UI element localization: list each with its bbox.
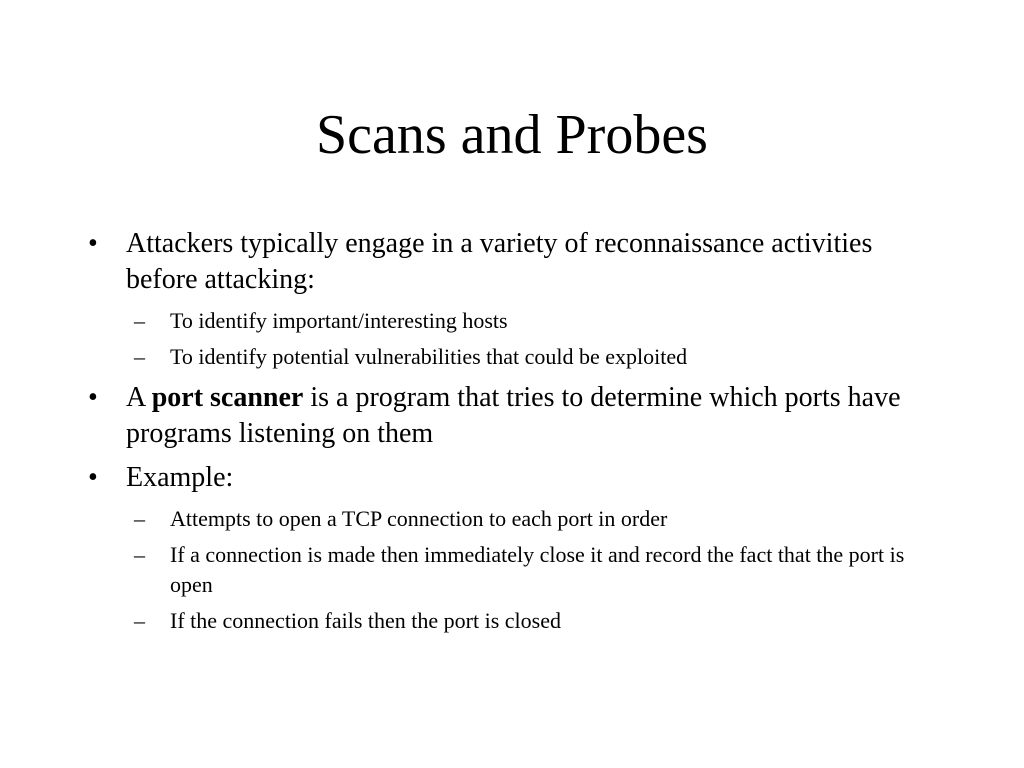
sub-bullet-marker: – bbox=[134, 608, 145, 633]
sub-bullet-list bbox=[88, 306, 948, 372]
bullet-item bbox=[88, 226, 948, 298]
bullet-item bbox=[88, 460, 948, 496]
sub-bullet-text: To identify potential vulnerabilities that could be exploited bbox=[170, 344, 688, 369]
sub-bullet-marker: – bbox=[134, 308, 145, 333]
bullet-text-prefix: A bbox=[126, 382, 152, 413]
sub-bullet-marker: – bbox=[134, 506, 145, 531]
sub-bullet-item bbox=[134, 342, 948, 372]
sub-bullet-text: If a connection is made then immediately close it and record the fact that the port is open bbox=[170, 542, 905, 597]
bullet-text-bold-term: port scanner bbox=[151, 382, 304, 413]
sub-bullet-text: Attempts to open a TCP connection to each port in order bbox=[170, 506, 668, 531]
sub-bullet-item bbox=[134, 306, 948, 336]
slide-title: Scans and Probes bbox=[316, 104, 708, 166]
bullet-text: Example: bbox=[126, 462, 234, 493]
sub-bullet-text: If the connection fails then the port is closed bbox=[170, 608, 561, 633]
sub-bullet-item bbox=[134, 540, 948, 600]
slide-body bbox=[88, 226, 948, 644]
bullet-item bbox=[88, 380, 948, 452]
bullet-marker: • bbox=[88, 382, 98, 413]
bullet-marker: • bbox=[88, 462, 98, 493]
sub-bullet-text: To identify important/interesting hosts bbox=[170, 308, 508, 333]
sub-bullet-list bbox=[88, 504, 948, 636]
bullet-text: Attackers typically engage in a variety of reconnaissance activities before attacking: bbox=[126, 228, 873, 295]
bullet-text-suffix: is a program that tries to determine which ports have programs listening on them bbox=[126, 382, 901, 449]
sub-bullet-item bbox=[134, 606, 948, 636]
bullet-marker: • bbox=[88, 228, 98, 259]
sub-bullet-marker: – bbox=[134, 542, 145, 567]
sub-bullet-marker: – bbox=[134, 344, 145, 369]
sub-bullet-item bbox=[134, 504, 948, 534]
